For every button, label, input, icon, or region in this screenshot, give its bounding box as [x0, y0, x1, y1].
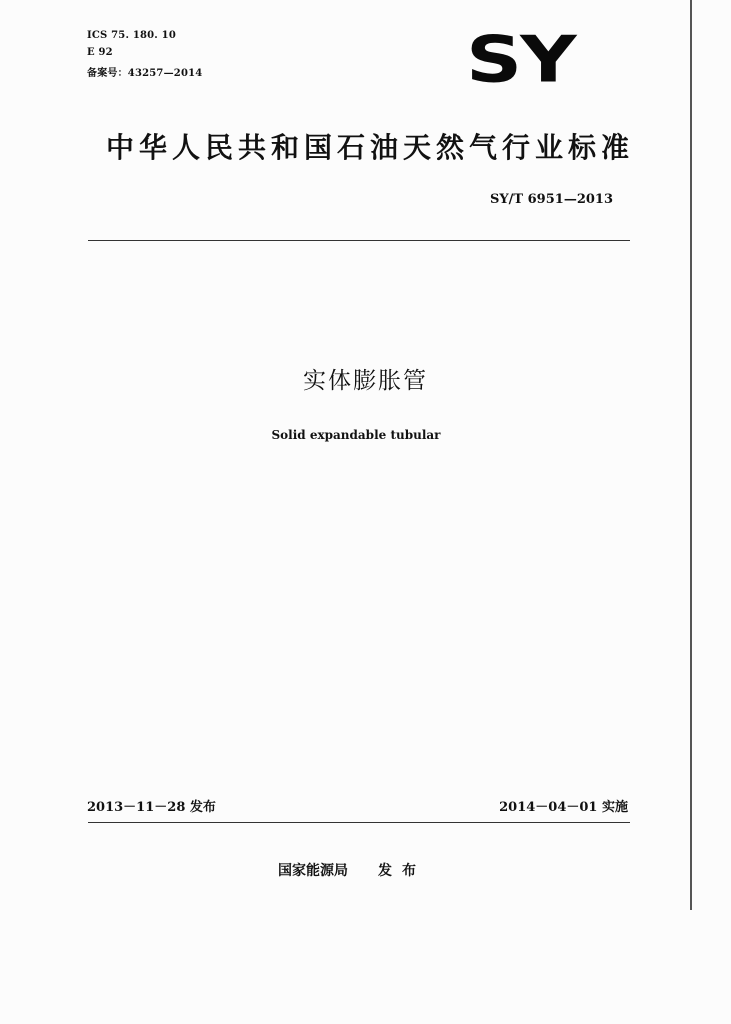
issue-date: 2013－11－28 发布 [87, 800, 216, 815]
ics-code: ICS 75. 180. 10 [87, 30, 176, 41]
standard-number: SY/T 6951—2013 [490, 192, 613, 207]
implementation-date: 2014－04－01 实施 [499, 800, 628, 815]
document-title-english: Solid expandable tubular [271, 428, 441, 442]
sy-logo: SY [466, 23, 575, 97]
filing-number: 备案号：43257—2014 [87, 68, 203, 79]
issue-action: 发布 [378, 863, 426, 879]
category-code: E 92 [87, 47, 113, 58]
bottom-divider [88, 822, 630, 823]
issuer-line [278, 860, 426, 880]
top-divider [88, 240, 630, 241]
standard-classification: 中华人民共和国石油天然气行业标准 [106, 131, 635, 164]
page-edge-line [690, 0, 692, 910]
issuing-authority: 国家能源局 [278, 863, 348, 879]
document-title-chinese: 实体膨胀管 [303, 368, 428, 394]
